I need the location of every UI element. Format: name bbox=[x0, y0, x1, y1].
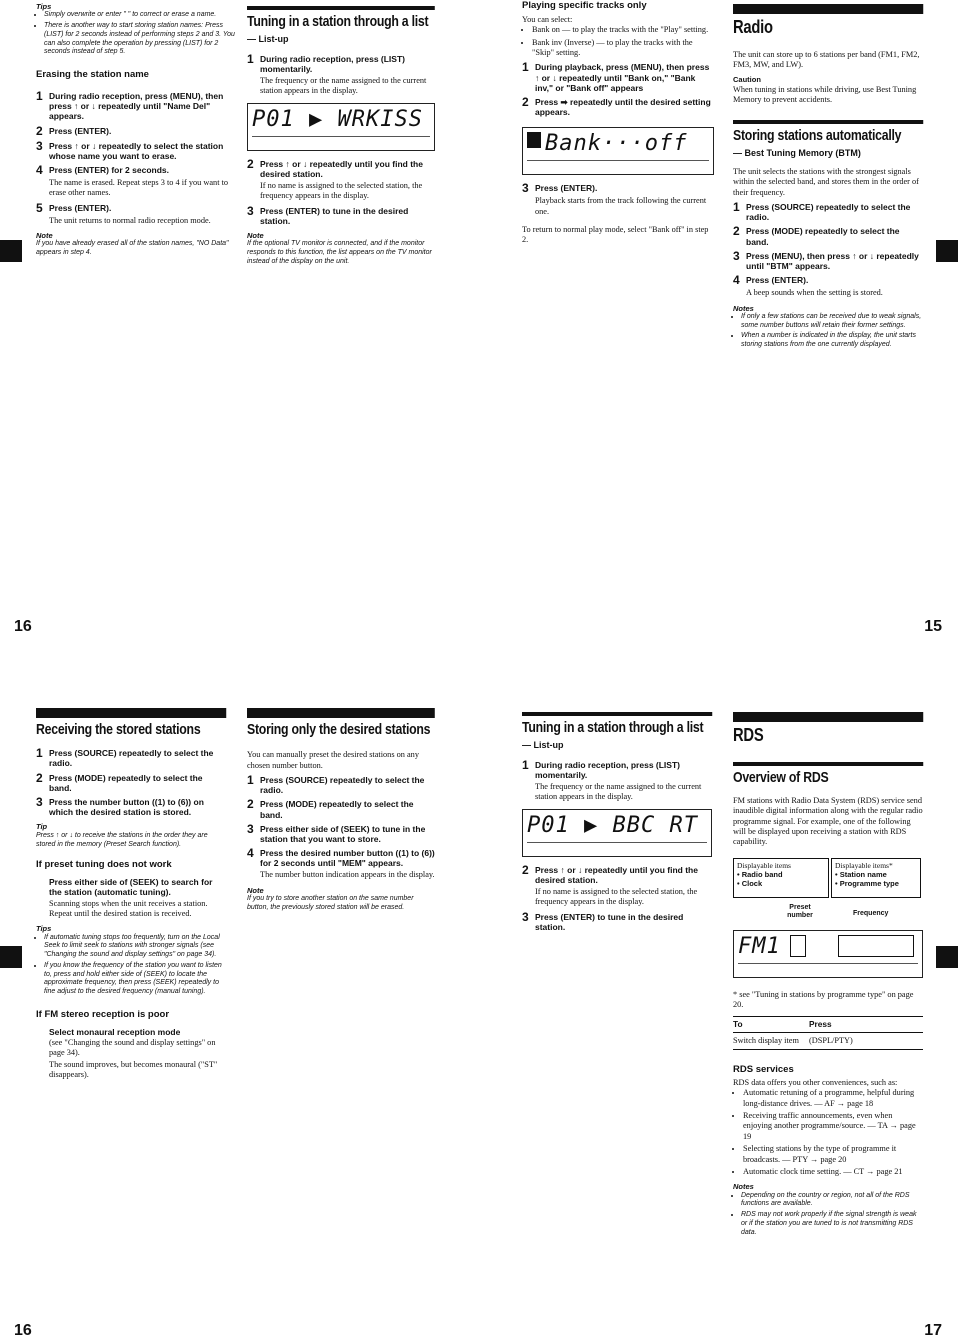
page-number: 16 bbox=[14, 1322, 32, 1339]
step-number: 1 bbox=[522, 757, 529, 772]
disc-icon bbox=[527, 132, 541, 148]
step-text: During radio reception, press (LIST) momentarily. bbox=[260, 53, 405, 74]
step-text: Press (MODE) repeatedly to select the band. bbox=[49, 772, 203, 793]
note-text: If you have already erased all of the station names, "NO Data" appears in step 4. bbox=[36, 240, 229, 257]
section-heading: If FM stereo reception is poor bbox=[36, 1008, 170, 1020]
section-title: Radio bbox=[733, 4, 923, 38]
top-middle-column bbox=[247, 6, 435, 267]
table-cell: Switch display item bbox=[733, 1032, 809, 1049]
tips-heading: Tips bbox=[36, 2, 52, 11]
frequency-box bbox=[838, 935, 914, 957]
step bbox=[522, 94, 714, 118]
step-number: 3 bbox=[733, 248, 740, 263]
lcd-display-illustration bbox=[522, 127, 714, 175]
section-title: Tuning in a station through a list bbox=[247, 6, 435, 30]
section-subtitle: — Best Tuning Memory (BTM) bbox=[733, 147, 861, 158]
page-number: 16 bbox=[14, 618, 32, 635]
lcd-scale bbox=[252, 136, 430, 147]
step bbox=[522, 757, 712, 780]
table-header: To bbox=[733, 1017, 809, 1032]
tip-item: • If automatic tuning stops too frequently, turn on the Local Seek to limit seek to stations with stronger signals (see "Changing the sound and display settings" on page 34). bbox=[44, 934, 226, 960]
step bbox=[36, 797, 226, 817]
box-item: • Programme type bbox=[835, 879, 899, 889]
section-title: RDS bbox=[733, 712, 923, 746]
step-text: Press ➡ repeatedly until the desired setting appears. bbox=[535, 96, 711, 118]
step-number: 3 bbox=[247, 821, 254, 836]
section-title: Receiving the stored stations bbox=[36, 708, 226, 738]
page-number: 17 bbox=[924, 1322, 942, 1339]
step-description: Playback starts from the track following the current one. bbox=[535, 196, 707, 216]
section-heading: If preset tuning does not work bbox=[36, 859, 172, 871]
tip-item: • If you know the frequency of the station you want to listen to, press and hold either side of (SEEK) to locate the approximate frequency, then press (SEEK) repeatedly to fine adjust to the desired frequency (manual tuning). bbox=[44, 962, 226, 997]
step-text: Press (ENTER) to tune in the desired station. bbox=[260, 205, 409, 226]
service-item: • Automatic retuning of a programme, helpful during long-distance drives. — AF → page 18 bbox=[743, 1088, 923, 1109]
step-description: The unit returns to normal radio reception mode. bbox=[49, 215, 211, 225]
preset-digit-box bbox=[790, 935, 806, 957]
section-title: Tuning in a station through a list bbox=[522, 712, 712, 736]
step-number: 3 bbox=[36, 795, 43, 809]
option-item: • Bank inv (Inverse) — to play the tracks with the "Skip" setting. bbox=[532, 38, 714, 59]
instruction-description: Scanning stops when the unit receives a station. Repeat until the desired station is received. bbox=[49, 898, 208, 918]
step-number: 1 bbox=[247, 772, 254, 787]
top-right1-column bbox=[522, 0, 714, 250]
step-text: Press the number button ((1) to (6)) on which the desired station is stored. bbox=[49, 797, 204, 818]
frequency-label: Frequency bbox=[853, 909, 889, 917]
service-item: • Receiving traffic announcements, even when enjoying another programme/source. — TA → page 19 bbox=[743, 1111, 923, 1142]
note-text: If you try to store another station on the same number button, the previously stored station will be erased. bbox=[247, 895, 414, 911]
step-text: Press (SOURCE) repeatedly to select the radio. bbox=[746, 202, 911, 223]
bottom-left-column bbox=[36, 708, 226, 1083]
page-edge-tab bbox=[0, 946, 22, 968]
lcd-scale bbox=[738, 963, 918, 974]
body-text: FM stations with Radio Data System (RDS) service send inaudible digital information along with the regular radio programme signal. For example, one of the following will be displayed upon receiving a station with RDS capability. bbox=[733, 795, 923, 847]
section-title: Storing only the desired stations bbox=[247, 708, 435, 738]
step bbox=[36, 200, 241, 215]
body-text: The unit selects the stations with the strongest signals within the selected band, and stores them in the order of their frequency. bbox=[733, 167, 919, 197]
body-text: RDS data offers you other conveniences, such as: bbox=[733, 1078, 898, 1088]
step bbox=[247, 203, 435, 226]
step bbox=[733, 275, 923, 286]
step-number: 1 bbox=[36, 746, 43, 761]
step-text: Press (ENTER) for 2 seconds. bbox=[49, 164, 169, 175]
note-heading: Note bbox=[36, 231, 53, 241]
note-item: • Depending on the country or region, not all of the RDS functions are available. bbox=[741, 1192, 923, 1210]
note-item: • If only a few stations can be received due to weak signals, some number buttons will retain their former settings. bbox=[741, 313, 923, 331]
lcd-display-illustration bbox=[733, 930, 923, 978]
step bbox=[733, 248, 923, 272]
step bbox=[522, 862, 712, 885]
step bbox=[522, 909, 712, 932]
page-edge-tab bbox=[936, 946, 958, 968]
step bbox=[247, 156, 435, 179]
step-number: 2 bbox=[522, 94, 529, 109]
step-text: Press (MODE) repeatedly to select the band. bbox=[260, 799, 414, 820]
note-item: • When a number is indicated in the display, the unit starts storing stations from the one currently displayed. bbox=[741, 332, 923, 350]
step-description: The frequency or the name assigned to the current station appears in the display. bbox=[535, 781, 702, 802]
step bbox=[36, 162, 241, 177]
bottom-middle-column bbox=[247, 708, 435, 913]
step bbox=[522, 183, 714, 194]
note-heading: Note bbox=[247, 231, 264, 241]
step-number: 2 bbox=[36, 123, 43, 138]
page-number: 15 bbox=[924, 618, 942, 635]
page-edge-tab bbox=[936, 240, 958, 262]
notes-heading: Notes bbox=[733, 303, 754, 313]
step-number: 2 bbox=[36, 770, 43, 785]
step-description: If no name is assigned to the selected station, the frequency appears in the display. bbox=[260, 180, 423, 201]
step-number: 2 bbox=[522, 862, 529, 877]
step-text: Press (MODE) repeatedly to select the band. bbox=[746, 226, 900, 247]
rds-display-diagram bbox=[733, 858, 923, 980]
top-right2-column bbox=[733, 4, 923, 352]
step-text: Press ↑ or ↓ repeatedly to select the station whose name you want to erase. bbox=[49, 140, 224, 161]
step-text: Press (SOURCE) repeatedly to select the radio. bbox=[49, 748, 214, 769]
note-text: If the optional TV monitor is connected, and if the monitor responds to this function, the list appears on the TV monitor instead of the display on the unit. bbox=[247, 240, 432, 265]
step-number: 1 bbox=[247, 51, 254, 66]
step-text: During radio reception, press (LIST) momentarily. bbox=[535, 759, 680, 780]
step bbox=[247, 848, 435, 868]
top-left-column bbox=[36, 2, 241, 258]
step-number: 2 bbox=[247, 156, 254, 171]
lcd-text: P01 ▶ WRKISS bbox=[252, 106, 423, 132]
lcd-scale bbox=[527, 842, 707, 853]
step-number: 2 bbox=[247, 797, 254, 812]
step-text: Press ↑ or ↓ repeatedly until you find the desired station. bbox=[535, 864, 698, 885]
step-text: Press ↑ or ↓ repeatedly until you find the desired station. bbox=[260, 158, 423, 179]
note-heading: Note bbox=[247, 885, 264, 895]
step-text: Press (SOURCE) repeatedly to select the radio. bbox=[260, 774, 425, 796]
service-item: • Automatic clock time setting. — CT → page 21 bbox=[743, 1167, 923, 1177]
lcd-text: P01 ▶ BBC RT bbox=[527, 812, 698, 838]
step-description: If no name is assigned to the selected station, the frequency appears in the display. bbox=[535, 886, 698, 907]
tips-heading: Tips bbox=[36, 924, 52, 934]
step-description: The frequency or the name assigned to the current station appears in the display. bbox=[260, 75, 427, 96]
box-item: • Station name bbox=[835, 870, 887, 880]
step-text: During playback, press (MENU), then press ↑ or ↓ repeatedly until "Bank on," "Bank inv," or "Bank off" appears bbox=[535, 62, 710, 93]
section-title: Storing stations automatically bbox=[733, 120, 923, 144]
step bbox=[733, 226, 923, 246]
displayable-items-box bbox=[733, 858, 829, 898]
step-number: 2 bbox=[733, 224, 740, 239]
preset-number-label: Preset number bbox=[787, 903, 813, 920]
step bbox=[247, 821, 435, 844]
step bbox=[36, 138, 241, 161]
bottom-right2-column bbox=[733, 712, 923, 1239]
step-text: During radio reception, press (MENU), then press ↑ or ↓ repeatedly until "Name Del" appears. bbox=[49, 91, 224, 122]
step bbox=[522, 62, 714, 93]
section-heading: Playing specific tracks only bbox=[522, 0, 647, 11]
instruction: Select monaural reception mode bbox=[49, 1026, 181, 1037]
step-number: 3 bbox=[522, 181, 529, 196]
step bbox=[247, 51, 435, 74]
step-number: 4 bbox=[247, 846, 254, 861]
step-text: Press (ENTER). bbox=[49, 125, 112, 136]
note-item: • RDS may not work properly if the signal strength is weak or if the station you are tuned to is not transmitting RDS data. bbox=[741, 1211, 923, 1237]
lcd-display-illustration bbox=[522, 809, 712, 857]
section-heading: Erasing the station name bbox=[36, 69, 149, 81]
step bbox=[733, 202, 923, 222]
step-number: 3 bbox=[36, 138, 43, 153]
step-text: Press the desired number button ((1) to (6)) for 2 seconds until "MEM" appears. bbox=[260, 848, 435, 869]
step-number: 5 bbox=[36, 200, 43, 215]
tip-item: • Simply overwrite or enter " " to correct or erase a name. bbox=[44, 11, 241, 20]
step-text: Press (ENTER). bbox=[746, 275, 809, 286]
caution-text: When tuning in stations while driving, use Best Tuning Memory to prevent accidents. bbox=[733, 84, 917, 105]
lcd-text: Bank···off bbox=[545, 131, 688, 157]
controls-table bbox=[733, 1016, 923, 1050]
step-number: 3 bbox=[247, 203, 254, 218]
lcd-scale bbox=[527, 160, 709, 171]
step bbox=[36, 770, 226, 793]
instruction-description: The sound improves, but becomes monaural ("ST" disappears). bbox=[49, 1059, 218, 1079]
page-edge-tab bbox=[0, 240, 22, 262]
step-text: Press either side of (SEEK) to tune in the station that you want to store. bbox=[260, 823, 426, 844]
step-number: 4 bbox=[36, 162, 43, 177]
step-description: The name is erased. Repeat steps 3 to 4 if you want to erase other names. bbox=[49, 177, 229, 198]
option-item: • Bank on — to play the tracks with the "Play" setting. bbox=[532, 25, 714, 35]
table-cell: (DSPL/PTY) bbox=[809, 1032, 923, 1049]
step-number: 3 bbox=[522, 909, 529, 924]
intro-text: You can select: bbox=[522, 14, 573, 24]
footnote: * see "Tuning in stations by programme type" on page 20. bbox=[733, 989, 914, 1010]
bottom-right1-column bbox=[522, 712, 712, 934]
step-number: 1 bbox=[733, 200, 740, 215]
instruction-description: (see "Changing the sound and display settings" on page 34). bbox=[49, 1037, 216, 1058]
box-heading: Displayable items* bbox=[835, 860, 893, 870]
step bbox=[247, 799, 435, 819]
service-item: • Selecting stations by the type of programme it broadcasts. — PTY → page 20 bbox=[743, 1144, 923, 1165]
tip-item: • There is another way to start storing station names: Press (LIST) for 2 seconds instead of performing steps 2 and 3. You can also complete the operation by pressing (LIST) for 2 seconds instead of step 5. bbox=[44, 22, 241, 57]
body-text: You can manually preset the desired stations on any chosen number button. bbox=[247, 750, 419, 770]
tip-text: Press ↑ or ↓ to receive the stations in the order they are stored in the memory (Preset Search function). bbox=[36, 831, 208, 848]
lcd-display-illustration bbox=[247, 103, 435, 151]
displayable-items-box bbox=[831, 858, 921, 898]
box-heading: Displayable items bbox=[737, 860, 791, 870]
step-description: A beep sounds when the setting is stored. bbox=[746, 288, 883, 298]
section-title: Overview of RDS bbox=[733, 762, 923, 786]
step-number: 1 bbox=[522, 60, 529, 75]
box-item: • Clock bbox=[737, 879, 763, 889]
step-number: 1 bbox=[36, 89, 43, 103]
step bbox=[247, 772, 435, 796]
box-item: • Radio band bbox=[737, 870, 783, 880]
table-header: Press bbox=[809, 1017, 923, 1032]
instruction: Press either side of (SEEK) to search for the station (automatic tuning). bbox=[49, 877, 213, 898]
tip-heading: Tip bbox=[36, 822, 48, 832]
step-description: The number button indication appears in the display. bbox=[260, 870, 435, 880]
step-text: Press (ENTER). bbox=[535, 183, 598, 194]
caution-heading: Caution bbox=[733, 75, 761, 85]
section-subtitle: — List-up bbox=[522, 740, 564, 751]
step-text: Press (MENU), then press ↑ or ↓ repeatedly until "BTM" appears. bbox=[746, 250, 919, 272]
section-heading: RDS services bbox=[733, 1064, 794, 1076]
step-text: Press (ENTER) to tune in the desired station. bbox=[535, 911, 684, 932]
step bbox=[36, 91, 241, 122]
body-text: The unit can store up to 6 stations per band (FM1, FM2, FM3, MW, and LW). bbox=[733, 49, 920, 70]
step bbox=[36, 748, 226, 768]
lcd-text: FM1 bbox=[738, 933, 781, 959]
table-row bbox=[733, 1032, 923, 1049]
notes-heading: Notes bbox=[733, 1182, 754, 1192]
step-text: Press (ENTER). bbox=[49, 202, 112, 213]
return-text: To return to normal play mode, select "Bank off" in step 2. bbox=[522, 224, 709, 245]
section-subtitle: — List-up bbox=[247, 34, 289, 45]
step-number: 4 bbox=[733, 273, 740, 288]
step bbox=[36, 123, 241, 138]
